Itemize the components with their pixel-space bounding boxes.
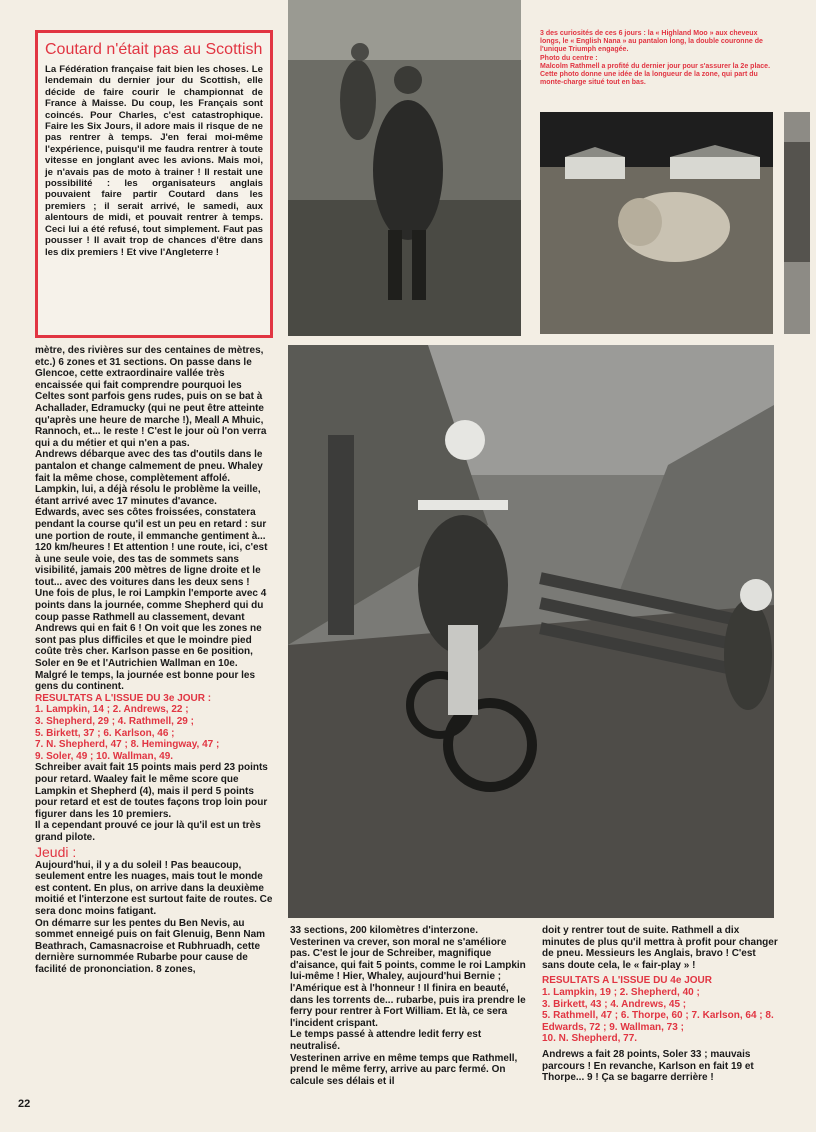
paragraph: Schreiber avait fait 15 points mais perd 23 points pour retard. Waaley fait le même score que Lampkin et Shepherd (4), mais il perd 5 points pour retard et est de toutes façons trop loin pour figurer dans les 10 premiers. <box>35 762 268 820</box>
results-day4-line: 10. N. Shepherd, 77. <box>542 1033 638 1045</box>
article-column-right <box>542 925 778 1084</box>
article-column-left <box>35 345 273 975</box>
paragraph: Aujourd'hui, il y a du soleil ! Pas beaucoup, seulement entre les nuages, mais tout le monde est content. En plus, on arrive dans la deuxième moitié et l'interzone est surtout faite de routes. Ce sera donc moins fatigant. <box>35 859 273 917</box>
paragraph: Une fois de plus, le roi Lampkin l'emporte avec 4 points dans la journée, comme Shepherd qui du coup passe Rathmell au classement, devant Andrews qui en fait 6 ! On voit que les zones ne sont pas plus difficiles et que le moindre pied coûte très cher. Karlson passe en 6e position, Soler en 9e et l'Autrichien Wallman en 10e. <box>35 588 267 670</box>
paragraph: doit y rentrer tout de suite. Rathmell a dix minutes de plus qu'il mettra à profit pour changer de pneu. Messieurs les Anglais, bravo ! C'est sans doute cela, le « fair-play » ! <box>542 925 778 971</box>
paragraph: 33 sections, 200 kilomètres d'interzone. <box>290 925 479 936</box>
page-number: 22 <box>18 1098 31 1110</box>
results-day3-line: 7. N. Shepherd, 47 ; 8. Hemingway, 47 ; <box>35 739 220 751</box>
photo-highland-cow <box>540 112 773 334</box>
results-day4-title: RESULTATS A L'ISSUE DU 4e JOUR <box>542 975 712 987</box>
results-day3-line: 9. Soler, 49 ; 10. Wallman, 49. <box>35 750 174 762</box>
caption-text: 3 des curiosités de ces 6 jours : la « Highland Moo » aux cheveux longs, le « English Nana » au pantalon long, la double couronne de l'unique Triumph engagée. <box>540 30 763 54</box>
results-day3-line: 1. Lampkin, 14 ; 2. Andrews, 22 ; <box>35 704 189 716</box>
paragraph: Le temps passé à attendre ledit ferry est neutralisé. <box>290 1029 482 1052</box>
paragraph: Vesterinen arrive en même temps que Rathmell, prend le même ferry, arrive au parc fermé. On calcule ses délais et il <box>290 1052 518 1087</box>
paragraph: Andrews a fait 28 points, Soler 33 ; mauvais parcours ! En revanche, Karlson en fait 19 et Thorpe... 9 ! Ça se bagarre derrière ! <box>542 1048 754 1084</box>
results-day3-line: 3. Shepherd, 29 ; 4. Rathmell, 29 ; <box>35 716 194 727</box>
results-day3-line: 5. Birkett, 37 ; 6. Karlson, 46 ; <box>35 727 175 739</box>
paragraph: On démarre sur les pentes du Ben Nevis, au sommet enneigé puis on fait Glenuig, Benn Nam Beathrach, Camasnacroise et Rubhruadh, cette dernière surnommée Rubarbe pour cause de facilité de prononciation. 8 zones, <box>35 917 266 975</box>
paragraph: Il a cependant prouvé ce jour là qu'il est un très grand pilote. <box>35 820 261 843</box>
article-column-middle <box>290 925 528 1087</box>
section-heading-jeudi: Jeudi : <box>35 843 77 860</box>
results-day4-line: 5. Rathmell, 47 ; 6. Thorpe, 60 ; 7. Karlson, 64 ; 8. Edwards, 72 ; 9. Wallman, 73 ; <box>542 1010 774 1033</box>
sidebar-article-body: La Fédération française fait bien les choses. Le lendemain du dernier jour du Scottish, elle décide de faire courir le championnat de France à Maisse. Du coup, les Français sont coincés. Pour Charles, c'est catastrophique. Faire les Six Jours, il adore mais il risque de ne pas rentrer à temps. J'en ferai moi-même l'expérience, puisqu'il me faudra rentrer à toute vitesse en jonglant avec les avions. Mais moi, je n'avais pas de moto à trainer ! Il restait une possibilité : les organisateurs anglais pouvaient faire partir Coutard dans les premiers ; il serait arrivé, le samedi, aux alentours de midi, et pouvait rentrer à temps. Ceci lui a été refusé, tout simplement. Faut pas pousser ! Il avait trop de chances d'être dans les dix premiers ! Et vive l'Angleterre ! <box>45 64 263 258</box>
caption-text-2: Malcolm Rathmell a profité du dernier jour pour s'assurer la 2e place. Cette photo donne une idée de la longueur de la zone, qui part du monte-charge situé tout en bas. <box>540 62 771 87</box>
paragraph: Malgré le temps, la journée est bonne pour les gens du continent. <box>35 669 256 693</box>
photo-rathmell-trial <box>288 345 774 918</box>
paragraph: mètre, des rivières sur des centaines de mètres, etc.) 6 zones et 31 sections. On passe dans le Glencoe, cette extraordinaire vallée très encaissée qui fait comprendre pourquoi les Celtes sont parfois gens rudes, puis on se bat à Achallader, Edramucky (qui ne peut être atteinte qu'après une heure de marche !), Meall A Mhuic, Rannoch, et... le reste ! C'est le jour où l'on verra qui a du métier et qui n'en a pas. <box>35 345 267 449</box>
paragraph: Andrews débarque avec des tas d'outils dans le pantalon et change calmement de pneu. Whaley fait la même chose, complètement affolé. Lampkin, lui, a déjà résolu le problème la veille, étant arrivé avec 17 minutes d'avance. <box>35 449 263 507</box>
paragraph: Vesterinen va crever, son moral ne s'améliore pas. C'est le jour de Schreiber, magnifique d'aisance, qui fait 5 points, comme le roi Lampkin lui-même ! Hier, Whaley, aujourd'hui Bernie ; l'Amérique est à l'honneur ! Il finira en beauté, dans les torrents de... rubarbe, puis ira prendre le ferry pour rentrer à Fort William. Et là, ce sera l'incident crispant. <box>290 936 526 1029</box>
paragraph: Edwards, avec ses côtes froissées, constatera pendant la course qu'il est un peu en retard : sur une portion de route, il emmanche gentiment à... 120 km/heures ! Et attention ! une route, ici, c'est à une seule voie, des tas de sommets sans visibilité, jamais 200 mètres de ligne droite et le tout... avec des voitures dans les deux sens ! <box>35 507 268 588</box>
photo-edge-strip <box>784 112 810 334</box>
results-day4-line: 3. Birkett, 43 ; 4. Andrews, 45 ; <box>542 998 687 1010</box>
results-day3-title: RESULTATS A L'ISSUE DU 3e JOUR : <box>35 692 212 704</box>
sidebar-article-title: Coutard n'était pas au Scottish <box>45 41 263 58</box>
photo-caption <box>540 30 775 87</box>
results-day4-line: 1. Lampkin, 19 ; 2. Shepherd, 40 ; <box>542 986 700 998</box>
caption-subhead: Photo du centre : <box>540 54 598 62</box>
sidebar-article <box>35 30 273 338</box>
photo-spectator-in-rain <box>288 0 521 336</box>
